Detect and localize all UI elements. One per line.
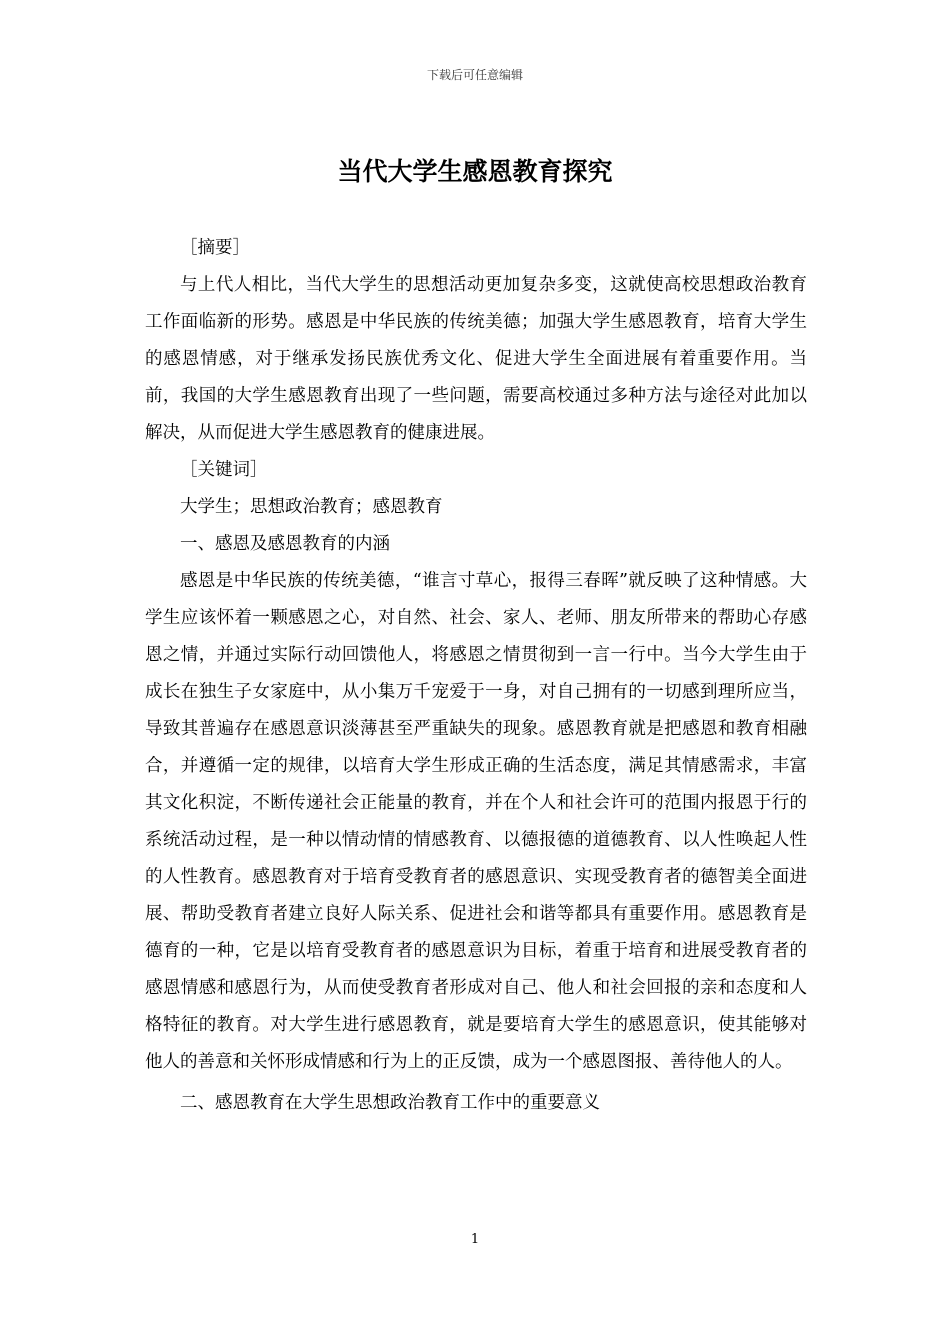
abstract-label: ［摘要］ <box>180 238 250 258</box>
document-title: 当代大学生感恩教育探究 <box>337 157 613 186</box>
document-body <box>145 230 807 1122</box>
header-note: 下载后可任意编辑 <box>426 68 523 82</box>
section-1-heading: 一、感恩及感恩教育的内涵 <box>180 534 390 554</box>
keywords-paragraph: 大学生；思想政治教育；感恩教育 <box>180 497 443 517</box>
section-2-heading: 二、感恩教育在大学生思想政治教育工作中的重要意义 <box>180 1093 600 1113</box>
keywords-label: ［关键词］ <box>180 460 268 480</box>
abstract-paragraph: 与上代人相比，当代大学生的思想活动更加复杂多变，这就使高校思想政治教育工作面临新的形势。感恩是中华民族的传统美德；加强大学生感恩教育，培育大学生的感恩情感，对于继承发扬民族优秀文化、促进大学生全面进展有着重要作用。当前，我国的大学生感恩教育出现了一些问题，需要高校通过多种方法与途径对此加以解决，从而促进大学生感恩教育的健康进展。 <box>145 275 807 443</box>
page-number: 1 <box>470 1232 480 1247</box>
section-1-paragraph: 感恩是中华民族的传统美德，“谁言寸草心，报得三春晖”就反映了这种情感。大学生应该怀着一颗感恩之心，对自然、社会、家人、老师、朋友所带来的帮助心存感恩之情，并通过实际行动回馈他人，将感恩之情贯彻到一言一行中。当今大学生由于成长在独生子女家庭中，从小集万千宠爱于一身，对自己拥有的一切感到理所应当，导致其普遍存在感恩意识淡薄甚至严重缺失的现象。感恩教育就是把感恩和教育相融合，并遵循一定的规律，以培育大学生形成正确的生活态度，满足其情感需求，丰富其文化积淀，不断传递社会正能量的教育，并在个人和社会许可的范围内报恩于行的系统活动过程，是一种以情动情的情感教育、以德报德的道德教育、以人性唤起人性的人性教育。感恩教育对于培育受教育者的感恩意识、实现受教育者的德智美全面进展、帮助受教育者建立良好人际关系、促进社会和谐等都具有重要作用。感恩教育是德育的一种，它是以培育受教育者的感恩意识为目标，着重于培育和进展受教育者的感恩情感和感恩行为，从而使受教育者形成对自己、他人和社会回报的亲和态度和人格特征的教育。对大学生进行感恩教育，就是要培育大学生的感恩意识，使其能够对他人的善意和关怀形成情感和行为上的正反馈，成为一个感恩图报、善待他人的人。 <box>145 571 807 1072</box>
